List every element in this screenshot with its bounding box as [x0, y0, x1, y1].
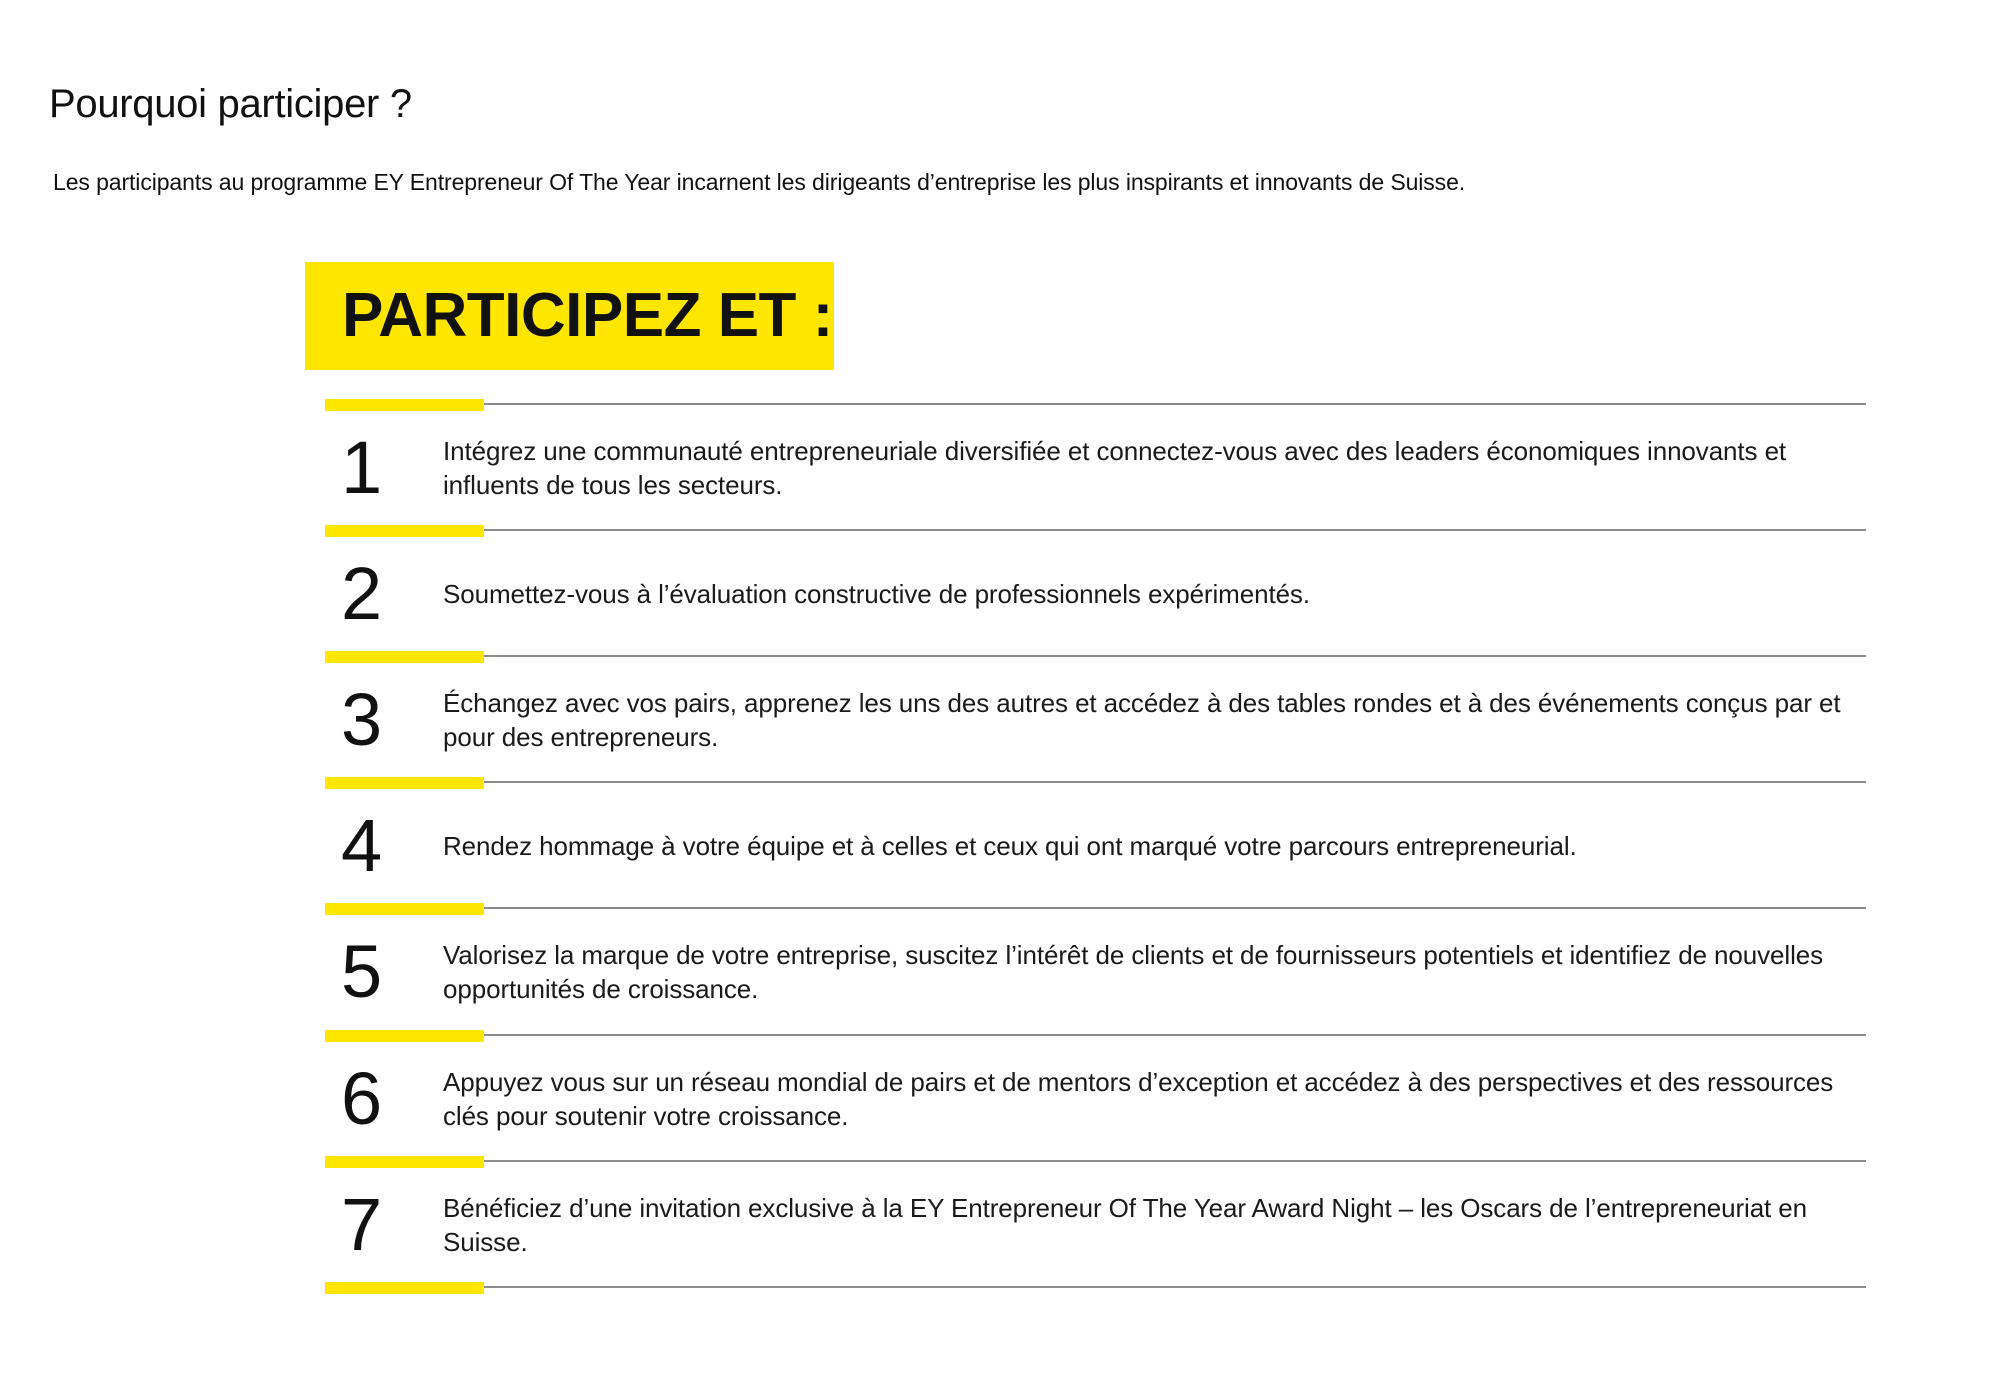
- row-divider: [325, 777, 1866, 789]
- row-divider: [325, 399, 1866, 411]
- yellow-accent-bar: [325, 399, 484, 411]
- row-divider: [325, 903, 1866, 915]
- intro-text: Les participants au programme EY Entrepreneur Of The Year incarnent les dirigeants d’entreprise les plus inspirants et innovants de Suisse.: [53, 169, 1466, 195]
- benefit-number: 1: [341, 426, 383, 509]
- gray-rule-line: [484, 781, 1866, 783]
- benefit-item: [325, 1168, 1866, 1282]
- benefit-number: 4: [341, 804, 383, 887]
- benefit-text: Rendez hommage à votre équipe et à celles et ceux qui ont marqué votre parcours entrepreneurial.: [443, 831, 1577, 861]
- gray-rule-line: [484, 907, 1866, 909]
- benefit-text: Appuyez vous sur un réseau mondial de pairs et de mentors d’exception et accédez à des perspectives et des ressources clés pour soutenir votre croissance.: [443, 1067, 1834, 1131]
- benefit-number: 3: [341, 678, 383, 761]
- benefit-number: 5: [341, 930, 383, 1013]
- gray-rule-line: [484, 529, 1866, 531]
- page-title: Pourquoi participer ?: [49, 82, 412, 126]
- gray-rule-line: [484, 1160, 1866, 1162]
- benefit-text: Intégrez une communauté entrepreneuriale diversifiée et connectez-vous avec des leaders économiques innovants et influents de tous les secteurs.: [443, 436, 1787, 500]
- benefit-item: [325, 915, 1866, 1029]
- gray-rule-line: [484, 1034, 1866, 1036]
- gray-rule-line: [484, 655, 1866, 657]
- benefit-number: 7: [341, 1183, 383, 1266]
- row-divider: [325, 1030, 1866, 1042]
- gray-rule-line: [484, 403, 1866, 405]
- yellow-accent-bar: [325, 903, 484, 915]
- benefit-item: [325, 1042, 1866, 1156]
- yellow-accent-bar: [325, 651, 484, 663]
- banner-label: PARTICIPEZ ET :: [342, 281, 833, 350]
- gray-rule-line: [484, 1286, 1866, 1288]
- benefit-item: [325, 789, 1866, 903]
- row-divider: [325, 525, 1866, 537]
- benefit-item: [325, 411, 1866, 525]
- yellow-accent-bar: [325, 1282, 484, 1294]
- yellow-accent-bar: [325, 1030, 484, 1042]
- benefit-number: 6: [341, 1057, 383, 1140]
- benefit-text: Échangez avec vos pairs, apprenez les uns des autres et accédez à des tables rondes et à des événements conçus par et pour des entrepreneurs.: [443, 688, 1841, 752]
- benefit-number: 2: [341, 552, 383, 635]
- yellow-accent-bar: [325, 1156, 484, 1168]
- yellow-accent-bar: [325, 777, 484, 789]
- row-divider: [325, 1282, 1866, 1294]
- benefit-text: Bénéficiez d’une invitation exclusive à la EY Entrepreneur Of The Year Award Night – les Oscars de l’entrepreneuriat en Suisse.: [443, 1193, 1808, 1257]
- row-divider: [325, 651, 1866, 663]
- yellow-accent-bar: [325, 525, 484, 537]
- benefit-item: [325, 537, 1866, 651]
- benefit-item: [325, 663, 1866, 777]
- benefit-text: Soumettez-vous à l’évaluation constructive de professionnels expérimentés.: [443, 579, 1310, 609]
- row-divider: [325, 1156, 1866, 1168]
- benefit-text: Valorisez la marque de votre entreprise, suscitez l’intérêt de clients et de fournisseurs potentiels et identifiez de nouvelles opportunités de croissance.: [443, 940, 1824, 1004]
